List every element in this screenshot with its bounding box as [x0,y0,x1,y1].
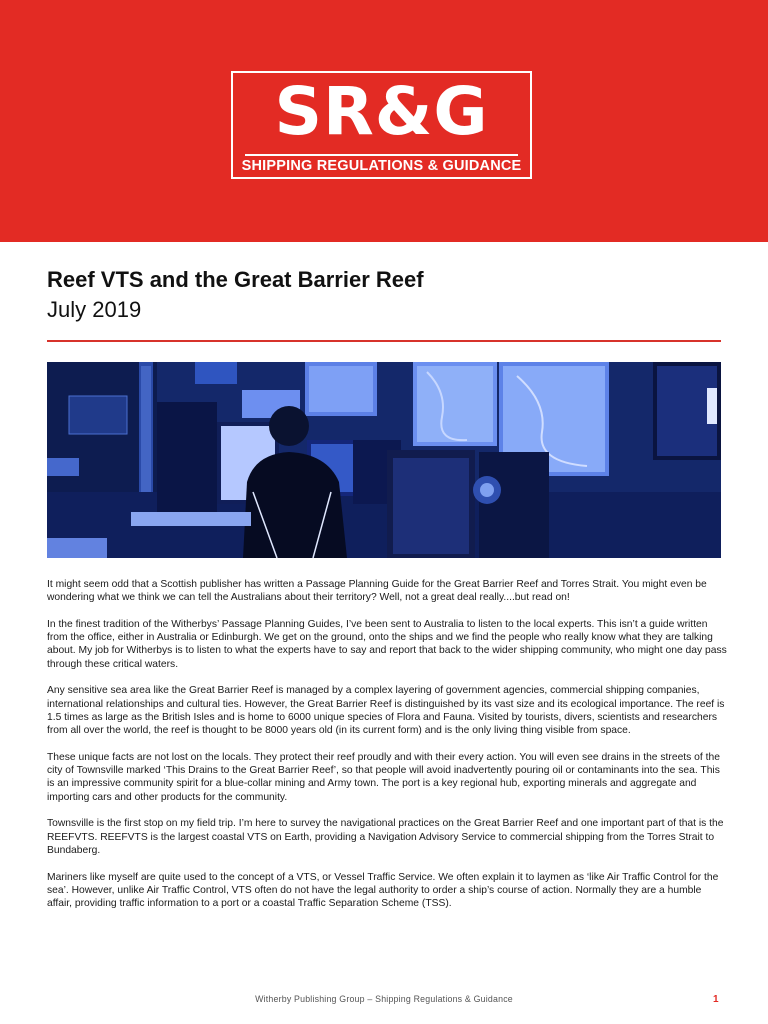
vts-control-room-photo [47,362,721,558]
page-number: 1 [713,994,719,1005]
article-paragraph: In the finest tradition of the Witherbys’ Passage Planning Guides, I’ve been sent to Australia to listen to the local experts. This isn’t a guide written from the office, either in Australia or Edinburgh. We get on the ground, onto the ships and we find the people who really know what they are talking about. My job for Witherbys is to listen to what the experts have to say and report that back to the wider shipping community, who might one day pass through these critical waters. [47,618,727,670]
logo-wordmark: SR&G [274,73,489,150]
logo-tagline: SHIPPING REGULATIONS & GUIDANCE [241,158,522,174]
title-divider [47,340,721,342]
article-date: July 2019 [47,297,142,322]
header-banner [0,0,768,242]
article-paragraph: These unique facts are not lost on the locals. They protect their reef proudly and with their every action. You will even see drains in the streets of the city of Townsville marked ‘This Drains to the Great Barrier Reef’, so that people will avoid inadvertently pouring oil or contaminants into the sea. This is an impressive community spirit for a blue-collar mining and Army town. The port is a key regional hub, exporting minerals and aggregate and importing cars and other products for the community. [47,751,720,803]
article-title: Reef VTS and the Great Barrier Reef [47,267,424,292]
article-paragraph: Townsville is the first stop on my field trip. I’m here to survey the navigational practices on the Great Barrier Reef and one important part of that is the REEFVTS. REEFVTS is the largest coastal VTS on Earth, providing a Navigation Advisory Service to commercial shipping from the Torres Strait to Bundaberg. [47,818,724,856]
article-paragraph: Any sensitive sea area like the Great Barrier Reef is managed by a complex layering of government agencies, commercial shipping companies, international relationships and cultural ties. However, the Great Barrier Reef is distinguished by its vast size and its ecological importance. The reef is 1.5 times as large as the British Isles and is home to 6000 unique species of Flora and Fauna. Visited by tourists, divers, scientists and researchers from all over the world, the reef is thought to be 8000 years old (in its current form) and is the only living thing visible from space. [47,685,725,737]
logo-divider [245,154,518,156]
page-footer: Witherby Publishing Group – Shipping Regulations & Guidance [255,994,513,1004]
article-paragraph: It might seem odd that a Scottish publisher has written a Passage Planning Guide for the Great Barrier Reef and Torres Strait. You might even be wondering what we think we can tell the Australians about their territory? Well, not a great deal really....but read on! [47,579,707,604]
article-body [47,578,727,924]
article-paragraph: Mariners like myself are quite used to the concept of a VTS, or Vessel Traffic Service. We often explain it to laymen as ‘like Air Traffic Control for the sea’. However, unlike Air Traffic Control, VTS often do not have the legal authority to order a ship’s course of action. Normally they are a humble affair, providing traffic information to a port or a coastal Traffic Separation Scheme (TSS). [47,871,719,910]
srg-logo [231,71,532,179]
